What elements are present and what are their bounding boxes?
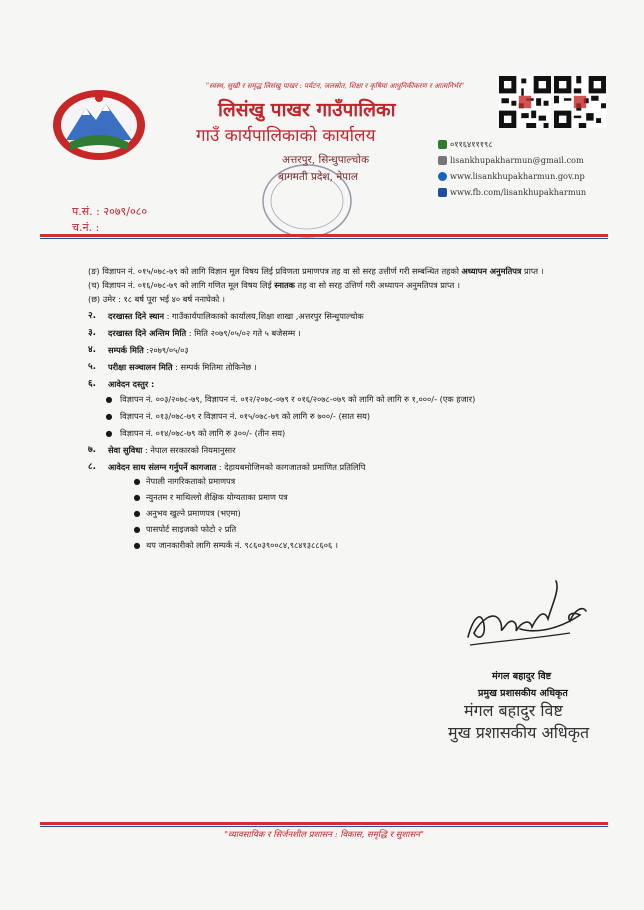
signatory-name: मंगल बहादुर विष्ट (492, 671, 552, 682)
section-required-documents: ८. आवेदन साथ संलग्न गर्नुपर्ने कागजात : देहायबमोजिमको कागजातको प्रमाणित प्रतिलिपि (88, 462, 366, 472)
section-application-fee: ६. आवेदन दस्तुर : (88, 379, 155, 389)
list-item: ● विज्ञापन नं. ०१४/०७८-७९ को लागि रु ३००/- (तीन सय) (88, 427, 588, 440)
list-item: ● विज्ञापन नं. ००३/२०७८-७९, विज्ञापन नं. ०१२/२०७८-०७९ र ०१६/२०७८-०७९ को लागि को लागि रु १,०००/- (एक हजार) (88, 393, 588, 406)
bullet-icon: ● (133, 493, 141, 502)
sub-item: (छ) उमेर : १८ बर्ष पूरा भई ४० बर्ष ननाघेको । (88, 294, 225, 304)
section-contact-date: ४. सम्पर्क मिति :२०७९/०५/०३ (88, 345, 189, 355)
mail-icon (438, 156, 447, 165)
fee-list (88, 393, 588, 440)
signatory-block (478, 668, 568, 702)
document-list (88, 475, 588, 552)
sub-item: (च) विज्ञापन नं. ०१६/०७८-७९ को लागि गणित मूल विषय लिई स्नातक तह वा सो सरह उत्तिर्ण गरी अध्यापन अनुमतिपत्र प्राप्त । (88, 280, 460, 290)
contact-website[interactable]: www.lisankhupakharmun.gov.np (438, 168, 608, 184)
handwritten-signature (460, 575, 590, 655)
list-item: ● पासपोर्ट साइजको फोटो २ प्रति (128, 523, 588, 536)
address-line-1: अत्तरपुर, सिन्धुपाल्चोक (282, 154, 370, 166)
sub-item: (ङ) विज्ञापन नं. ०१५/०७८-७९ को लागि विज्ञान मूल विषय लिई प्रविणता प्रमाणपत्र तह वा सो सरह उत्तीर्ण गरी सम्बन्धित तहको अध्यापन अनुमतिपत्र प्राप्त । (88, 266, 544, 276)
list-item: ● नेपाली नागरिकताको प्रमाणपत्र (128, 475, 588, 488)
header-rule-blue (40, 238, 608, 239)
footer-rule-blue (40, 826, 608, 827)
letter-body (88, 265, 588, 555)
bullet-icon: ● (133, 541, 141, 550)
globe-icon (438, 172, 447, 181)
contact-email[interactable]: lisankhupakharmun@gmail.com (438, 152, 608, 168)
name-stamp (448, 700, 589, 744)
list-item: ● अनुभव खुल्ने प्रमाणपत्र (भएमा) (128, 507, 588, 520)
bullet-icon: ● (105, 429, 113, 438)
list-item: ● थप जानकारीको लागि सम्पर्क नं. ९८६०३९००८४,९८४१३८८६०६ । (128, 539, 588, 552)
list-item: ● न्युनतम र माथिल्लो शैक्षिक योग्यताका प्रमाण पत्र (128, 491, 588, 504)
bullet-icon: ● (133, 477, 141, 486)
section-service-facility: ७. सेवा सुविधा : नेपाल सरकारको नियमानुसार (88, 445, 236, 455)
phone-icon (438, 140, 447, 149)
footer-rule-red (40, 822, 608, 825)
office-stamp (257, 160, 357, 242)
reference-numbers (72, 204, 147, 236)
bullet-icon: ● (133, 509, 141, 518)
nepal-emblem-logo (50, 88, 148, 162)
bullet-icon: ● (105, 395, 113, 404)
qr-code-secondary[interactable] (554, 76, 606, 128)
facebook-icon (438, 188, 447, 197)
footer-motto: "व्यावसायिक र सिर्जनशील प्रशासन : विकास, समृद्धि र सुशासन" (224, 830, 424, 840)
contact-facebook[interactable]: www.fb.com/lisankhupakharmun (438, 184, 608, 200)
qr-code[interactable] (499, 76, 551, 128)
ps-number: प.सं. : २०७९/०८० (72, 205, 148, 218)
section-exam-date: ५. परीक्षा सञ्चालन मिति : सम्पर्क मितिमा तोकिनेछ । (88, 362, 257, 372)
cn-number: च.नं. : (72, 221, 100, 234)
stamp-name: मंगल बहादुर विष्ट (464, 701, 563, 720)
bullet-icon: ● (133, 525, 141, 534)
contact-list (438, 136, 608, 200)
section-application-place: २. दरखास्त दिने स्थान : गाउँकार्यपालिकाको कार्यालय,शिक्षा शाखा ,अत्तरपुर सिन्धुपाल्चोक (88, 311, 364, 321)
section-deadline: ३. दरखास्त दिने अन्तिम मिति : मिति २०७९/०५/०२ गते ५ बजेसम्म । (88, 328, 301, 338)
bullet-icon: ● (105, 412, 113, 421)
office-title: गाउँ कार्यपालिकाको कार्यालय (196, 126, 376, 146)
list-item: ● विज्ञापन नं. ०१३/०७८-७९ र विज्ञापन नं. ०१५/०७८-७९ को लागि रु ७००/- (सात सय) (88, 410, 588, 423)
header-rule-red (40, 234, 608, 237)
signatory-position: प्रमुख प्रशासकीय अधिकृत (478, 688, 568, 699)
stamp-position: मुख प्रशासकीय अधिकृत (448, 723, 590, 742)
address-line-2: बागमती प्रदेश, नेपाल (278, 171, 358, 183)
municipality-title: लिसंखु पाखर गाउँपालिका (218, 99, 396, 121)
contact-phone[interactable]: ०११६४१११९८ (438, 136, 608, 152)
header-slogan: "स्वस्थ, सुखी र समृद्ध लिसंखु पाखर : पर्यटन, जलस्रोत, शिक्षा र कृषिमा आधुनिकीकरण र आत्मनिर्भर" (205, 82, 465, 90)
